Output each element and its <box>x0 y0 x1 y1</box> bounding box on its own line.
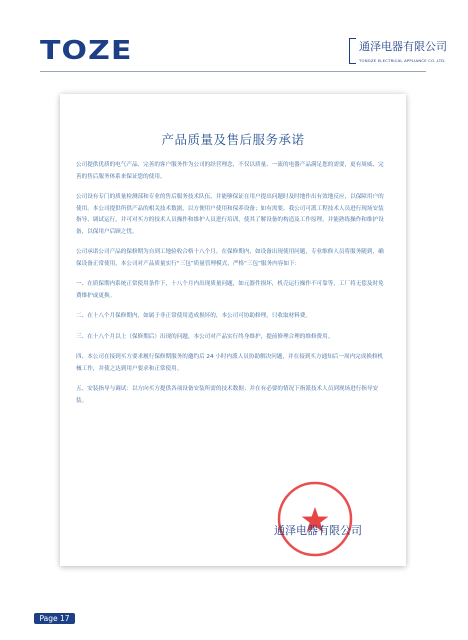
paragraph: 公司设有专门的质量检测部和专业的售后服务技术队伍，并能够保证在用户提出问题时及时地作出有效地反应，以保障用户的使用。本公司提供所供产品的相关技术数据，以方便用户使用和保养设备；如有需要，我公司可派工程技术人员进行现场安装指导、调试运行，并可对买方的技术人员操作和维护人员进行培训，使其了解设备的构造及工作原理，并能熟练操作和维护设备，以保用户后顾之忧。 <box>76 194 384 235</box>
company-name: 通泽电器有限公司 <box>359 40 447 53</box>
toze-logo: TOZE <box>40 36 133 66</box>
document-body <box>76 160 388 416</box>
company-brand-mark <box>349 36 447 70</box>
document-title: 产品质量及售后服务承诺 <box>161 132 305 147</box>
paragraph: 一、在质保期内系统正常使用条件下，十八个月内出现质量问题，如元器件损坏，机壳运行操作不可靠等，工厂将无偿及时免费维护或更换。 <box>76 281 384 299</box>
paragraph: 公司提供优质的电气产品、完善的客户服务作为公司的经营理念，不仅以质量、一流的电器产品满足您的需要，更有周威、完善的售后服务体系来保证您的使用。 <box>76 162 384 180</box>
company-seal-stamp <box>276 480 354 558</box>
document-card <box>60 94 406 566</box>
company-name-en: TONGZE ELECTRICAL APPLIANCE CO.,LTD. <box>359 58 446 63</box>
paragraph: 四、本公司在接到买方要求履行保修期服务的邀约后 24 小时内派人员协助解决问题，并在接到买方通知后一周内完成换修机械工作，并使之达到用户要求和正常使用。 <box>76 354 384 372</box>
bracket-icon <box>349 38 356 64</box>
paragraph: 二、在十八个月保修期内，如属于非正常使用造成损坏的，本公司可协助修理，只收取材料费。 <box>76 313 311 319</box>
header-divider <box>40 71 426 72</box>
page-number-badge: Page 17 <box>34 613 75 624</box>
company-signature: 通泽电器有限公司 <box>274 524 362 537</box>
paragraph: 五、安装指导与调试：以方向买方提供各项设备安装所需的技术数据；并在有必要的情况下指派技术人员到现场进行指导安装。 <box>76 386 379 404</box>
paragraph: 公司承诺公司产品的保修期为自到工地验收合格十八个月。在保修期内，如设备出现使用问题，专业维修人员将服务随到，确保设备正常使用。本公司对产品质量实行“三包”质量管理模式，严格“三包”服务内容如下： <box>76 249 384 267</box>
paragraph: 三、在十八个月以上（保修期后）出现的问题，本公司对产品实行终身维护，提前修理合理的维修费用。 <box>76 333 334 340</box>
